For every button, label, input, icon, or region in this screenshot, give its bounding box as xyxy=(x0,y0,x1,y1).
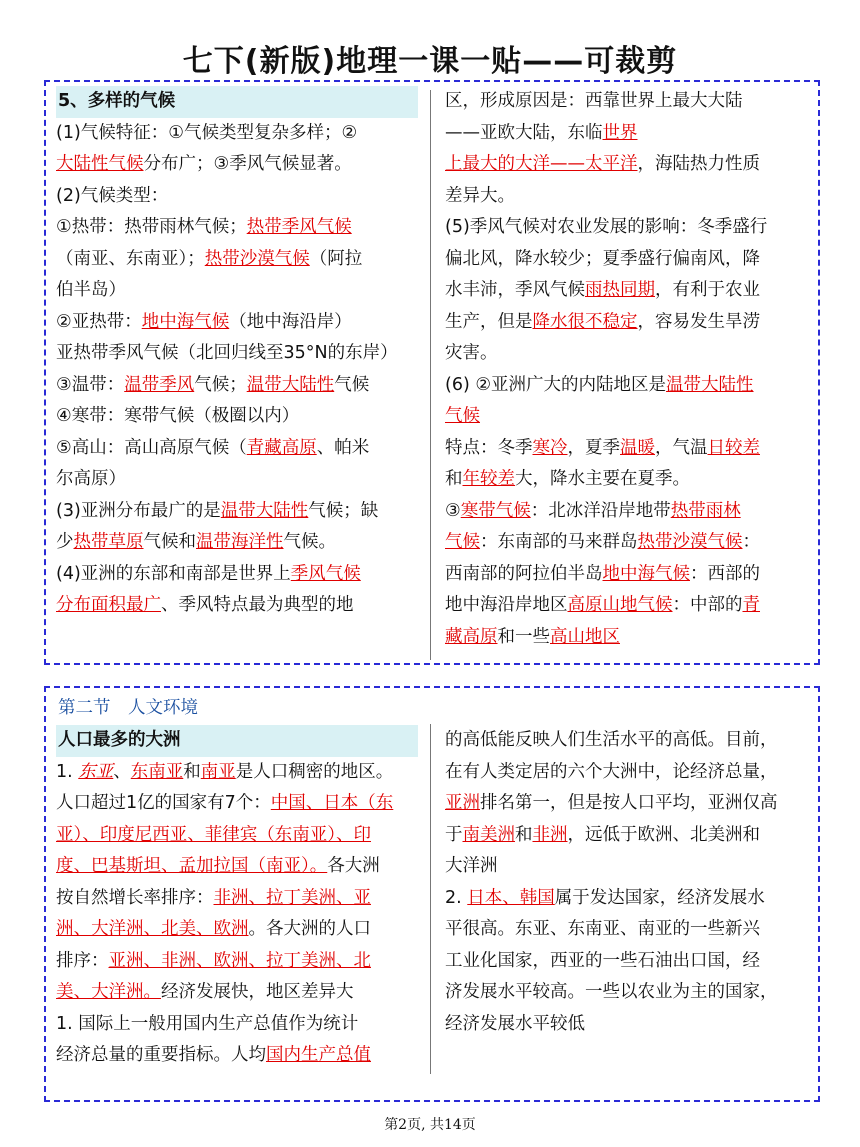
text-line xyxy=(445,181,807,213)
text-line xyxy=(445,914,807,946)
text-line xyxy=(445,149,807,181)
text-segment: ：北冰洋沿岸地带 xyxy=(530,500,671,521)
highlighted-term: 热带沙漠气候 xyxy=(637,532,743,552)
text-segment: 排序： xyxy=(56,950,109,971)
text-segment: 和 xyxy=(183,761,201,782)
text-line xyxy=(445,496,807,528)
highlighted-term: 温带大陆性 xyxy=(220,500,309,521)
text-segment: （南亚、东南亚）； xyxy=(56,248,205,269)
highlighted-term: 年较差 xyxy=(462,469,515,489)
highlighted-term: 寒带气候 xyxy=(460,500,531,521)
economy-right-column xyxy=(445,725,807,1040)
text-segment: 经济发展快，地区差异大 xyxy=(161,982,354,1002)
text-line xyxy=(445,946,807,978)
text-segment: 工业化国家，西亚的一些石油出口国，经 xyxy=(445,950,760,971)
text-line xyxy=(56,788,418,820)
text-line xyxy=(56,338,418,370)
highlighted-term: 国内生产总值 xyxy=(266,1045,371,1065)
text-line xyxy=(445,559,807,591)
text-segment: ②亚热带： xyxy=(56,311,142,332)
highlighted-term: 地中海气候 xyxy=(141,311,230,332)
text-segment: 、 xyxy=(113,761,131,782)
text-segment: 地中海沿岸地区 xyxy=(445,595,568,615)
highlighted-term: 寒冷 xyxy=(532,437,568,458)
text-line xyxy=(56,559,418,591)
text-line xyxy=(445,338,807,370)
highlighted-term: 上最大的大洋——太平洋 xyxy=(445,154,638,174)
text-segment: ，远低于欧洲、北美洲和 xyxy=(567,824,760,845)
text-line xyxy=(445,725,807,757)
highlighted-term: 日较差 xyxy=(707,437,760,458)
text-segment: 区，形成原因是：西靠世界上最大大陆 xyxy=(445,91,743,111)
text-line xyxy=(56,433,418,465)
highlighted-term: 分布面积最广 xyxy=(56,595,161,615)
text-line xyxy=(56,977,418,1009)
text-segment: (3)亚洲分布最广的是 xyxy=(56,500,221,521)
text-segment: 按自然增长率排序： xyxy=(56,887,214,908)
text-segment: 在有人类定居的六个大洲中，论经济总量， xyxy=(445,761,778,782)
text-line xyxy=(445,307,807,339)
text-line xyxy=(445,1009,807,1041)
text-segment: 大，降水主要在夏季。 xyxy=(515,469,690,489)
highlighted-term: 热带草原 xyxy=(73,532,144,552)
highlighted-term: 热带雨林 xyxy=(670,500,741,521)
highlighted-term: 温带大陆性 xyxy=(666,374,754,395)
text-segment: 分布广；③季风气候显著。 xyxy=(143,154,352,174)
highlighted-term: 降水很不稳定 xyxy=(532,311,638,332)
text-segment: (6) ②亚洲广大的内陆地区是 xyxy=(445,374,667,395)
text-line xyxy=(56,307,418,339)
highlighted-term: 非洲、拉丁美洲、亚 xyxy=(213,887,371,908)
text-line xyxy=(56,946,418,978)
text-line xyxy=(445,244,807,276)
text-line xyxy=(56,851,418,883)
highlighted-term: 藏高原 xyxy=(445,626,498,647)
text-line xyxy=(445,370,807,402)
text-segment: 气候和 xyxy=(143,532,196,552)
text-segment: 大洋洲 xyxy=(445,856,498,876)
text-line xyxy=(56,464,418,496)
text-segment: 和 xyxy=(515,824,533,845)
text-line xyxy=(56,181,418,213)
text-segment: 1. 国际上一般用国内生产总值作为统计 xyxy=(56,1013,359,1034)
text-segment: （地中海沿岸） xyxy=(229,311,352,332)
text-segment: ——亚欧大陆，东临 xyxy=(445,122,603,143)
text-segment: ：西部的 xyxy=(690,563,760,584)
column-divider xyxy=(430,724,431,1074)
highlighted-term: 气候 xyxy=(445,406,480,426)
text-segment: 生产，但是 xyxy=(445,311,533,332)
text-line xyxy=(445,757,807,789)
text-segment: 气候； xyxy=(194,374,247,395)
text-segment: 1. xyxy=(56,761,79,782)
highlighted-term: 气候 xyxy=(445,532,480,552)
text-segment: 差异大。 xyxy=(445,185,515,206)
text-line xyxy=(445,86,807,118)
highlighted-term: 美、大洋洲。 xyxy=(56,982,161,1002)
highlighted-term: 世界 xyxy=(602,122,638,143)
text-line xyxy=(56,1009,418,1041)
highlighted-term: 亚洲 xyxy=(445,793,480,813)
highlighted-term: 温暖 xyxy=(620,437,655,458)
text-segment: 亚热带季风气候（北回归线至35°N的东岸） xyxy=(56,343,398,363)
text-segment: (4)亚洲的东部和南部是世界上 xyxy=(56,563,291,584)
text-segment: 伯半岛） xyxy=(56,280,126,300)
text-line xyxy=(445,118,807,150)
highlighted-term: 温带季风 xyxy=(124,374,195,395)
text-line xyxy=(445,590,807,622)
text-segment: 、季风特点最为典型的地 xyxy=(161,595,354,615)
text-line xyxy=(56,401,418,433)
text-segment: 特点：冬季 xyxy=(445,437,533,458)
highlighted-term: 洲、大洋洲、北美、欧洲 xyxy=(56,919,249,939)
text-segment: 灾害。 xyxy=(445,343,498,363)
text-segment: 气候；缺 xyxy=(308,500,379,521)
text-segment: 少 xyxy=(56,532,74,552)
highlighted-term: 青藏高原 xyxy=(246,437,317,458)
text-line xyxy=(445,212,807,244)
text-segment: 水丰沛，季风气候 xyxy=(445,280,585,300)
text-line xyxy=(445,464,807,496)
highlighted-term: 大陆性气候 xyxy=(56,154,144,174)
text-line xyxy=(445,401,807,433)
highlighted-term: 高原山地气候 xyxy=(567,595,673,615)
text-line xyxy=(445,977,807,1009)
text-segment: 气候。 xyxy=(283,532,336,552)
text-segment: 偏北风，降水较少；夏季盛行偏南风，降 xyxy=(445,248,760,269)
highlighted-term: 南亚 xyxy=(200,761,236,782)
text-segment: ，容易发生旱涝 xyxy=(637,311,760,332)
text-line xyxy=(56,527,418,559)
text-segment: ：东南部的马来群岛 xyxy=(480,532,638,552)
highlighted-term: 亚）、印度尼西亚、菲律宾（东南亚）、印 xyxy=(56,824,371,845)
text-line xyxy=(56,118,418,150)
text-segment: (5)季风气候对农业发展的影响：冬季盛行 xyxy=(445,217,768,237)
highlighted-term: 东南亚 xyxy=(130,761,184,782)
text-segment: ，有利于农业 xyxy=(655,280,760,300)
highlighted-term: 温带海洋性 xyxy=(196,532,284,552)
text-line xyxy=(56,590,418,622)
text-segment: ④寒带：寒带气候（极圈以内） xyxy=(56,406,300,426)
text-line xyxy=(445,883,807,915)
highlighted-term: 南美洲 xyxy=(462,824,515,845)
text-line xyxy=(56,496,418,528)
text-line xyxy=(56,757,418,789)
highlighted-term: 非洲 xyxy=(532,824,568,845)
text-segment: ①热带：热带雨林气候； xyxy=(56,217,247,237)
highlighted-term: 雨热同期 xyxy=(585,280,655,300)
text-segment: 济发展水平较高。一些以农业为主的国家， xyxy=(445,982,778,1002)
text-line xyxy=(56,914,418,946)
text-line xyxy=(56,883,418,915)
text-segment: 平很高。东亚、东南亚、南亚的一些新兴 xyxy=(445,919,760,939)
text-segment: 西南部的阿拉伯半岛 xyxy=(445,563,603,584)
text-segment: ，夏季 xyxy=(567,437,620,458)
text-line xyxy=(445,851,807,883)
text-segment: （阿拉 xyxy=(309,248,363,269)
text-line xyxy=(445,527,807,559)
text-line xyxy=(445,275,807,307)
text-segment: (2)气候类型： xyxy=(56,185,169,206)
text-segment: 5、多样的气候 xyxy=(58,91,176,111)
highlighted-term: 东亚 xyxy=(78,761,114,782)
highlighted-term: 季风气候 xyxy=(290,563,361,584)
text-segment: (1)气候特征：①气候类型复杂多样；② xyxy=(56,122,358,143)
text-line xyxy=(56,1040,418,1072)
text-segment: ，气温 xyxy=(655,437,708,458)
highlighted-term: 中国、日本（东 xyxy=(270,793,394,813)
text-segment: 尔高原） xyxy=(56,469,126,489)
highlighted-term: 度、巴基斯坦、孟加拉国（南亚）。 xyxy=(56,856,328,876)
text-segment: 经济发展水平较低 xyxy=(445,1013,585,1034)
text-segment: ，海陆热力性质 xyxy=(637,154,760,174)
climate-left-column xyxy=(56,86,418,622)
section-title: 第二节 人文环境 xyxy=(58,698,198,718)
text-segment: 的高低能反映人们生活水平的高低。目前， xyxy=(445,730,778,750)
column-divider xyxy=(430,90,431,660)
text-segment: 人口超过1亿的国家有7个： xyxy=(56,793,271,813)
highlighted-term: 青 xyxy=(742,595,760,615)
text-line xyxy=(56,244,418,276)
text-line xyxy=(445,788,807,820)
text-segment: 经济总量的重要指标。人均 xyxy=(56,1045,266,1065)
text-line xyxy=(56,820,418,852)
text-segment: 人口最多的大洲 xyxy=(58,730,181,750)
text-segment: ： xyxy=(742,532,760,552)
highlighted-term: 亚洲、非洲、欧洲、拉丁美洲、北 xyxy=(108,950,371,971)
text-line xyxy=(445,820,807,852)
text-line xyxy=(56,212,418,244)
highlighted-term: 温带大陆性 xyxy=(246,374,335,395)
text-segment: 属于发达国家，经济发展水 xyxy=(554,887,765,908)
text-segment: ③ xyxy=(445,500,461,521)
page-title: 七下(新版)地理一课一贴——可裁剪 xyxy=(182,44,678,79)
text-line xyxy=(445,622,807,654)
text-segment: 和一些 xyxy=(497,626,550,647)
highlighted-term: 高山地区 xyxy=(550,626,620,647)
text-segment: 、帕米 xyxy=(316,437,370,458)
text-line xyxy=(56,275,418,307)
text-segment: 是人口稠密的地区。 xyxy=(235,761,394,782)
text-segment: ：中部的 xyxy=(672,595,743,615)
page-number: 第2页, 共14页 xyxy=(384,1117,476,1133)
population-left-column xyxy=(56,725,418,1072)
text-line xyxy=(56,370,418,402)
subsection-heading xyxy=(56,725,418,757)
text-segment: 各大洲 xyxy=(327,856,380,876)
text-segment: 于 xyxy=(445,824,463,845)
text-segment: 和 xyxy=(445,469,463,489)
highlighted-term: 地中海气候 xyxy=(602,563,690,584)
text-segment: 气候 xyxy=(334,374,370,395)
climate-right-column xyxy=(445,86,807,653)
text-line xyxy=(56,149,418,181)
highlighted-term: 日本、韩国 xyxy=(467,887,555,908)
text-segment: 。各大洲的人口 xyxy=(248,919,371,939)
text-segment: 排名第一，但是按人口平均，亚洲仅高 xyxy=(480,793,778,813)
subsection-heading xyxy=(56,86,418,118)
text-segment: ③温带： xyxy=(56,374,125,395)
highlighted-term: 热带季风气候 xyxy=(246,217,352,237)
text-segment: ⑤高山：高山高原气候（ xyxy=(56,437,247,458)
text-line xyxy=(445,433,807,465)
highlighted-term: 热带沙漠气候 xyxy=(204,248,310,269)
text-segment: 2. xyxy=(445,887,468,908)
